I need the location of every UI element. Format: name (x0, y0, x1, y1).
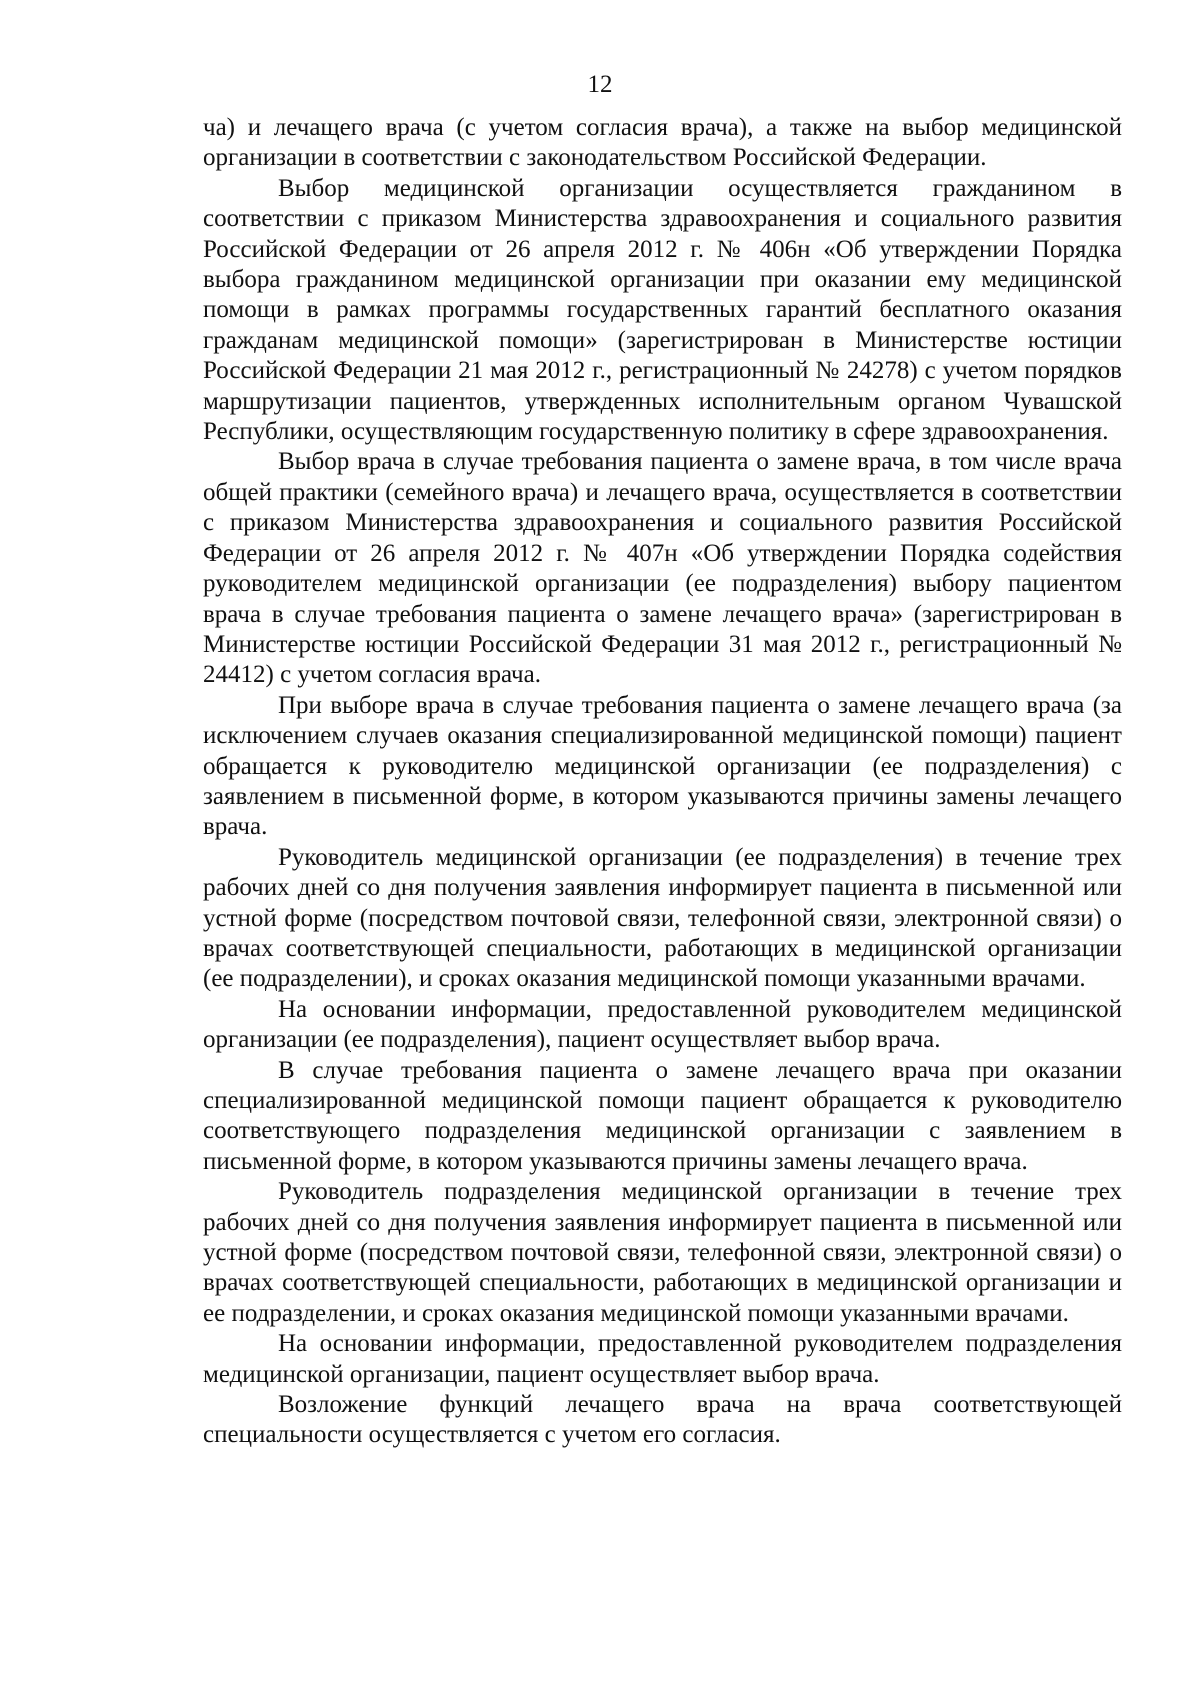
paragraph-specialized-care-request: В случае требования пациента о замене лечащего врача при оказании специализированной медицинской помощи пациент обращается к руководителю соответствующего подразделения медицинской организации с заявлением в письменной форме, в котором указываются причины замены лечащего врача. (203, 1056, 1122, 1175)
paragraph-assignment-of-functions: Возложение функций лечащего врача на врача соответствующей специальности осуществляется с учетом его согласия. (203, 1391, 1122, 1449)
paragraph-doctor-replacement-request: При выборе врача в случае требования пациента о замене лечащего врача (за исключением случаев оказания специализированной медицинской помощи) пациент обращается к руководителю медицинской организации (ее подразделения) с заявлением в письменной форме, в котором указываются причины замены лечащего врача. (203, 691, 1122, 841)
document-body (203, 113, 1122, 1451)
paragraph-choice-of-organization: Выбор медицинской организации осуществляется гражданином в соответствии с приказом Министерства здравоохранения и социального развития Российской Федерации от 26 апреля 2012 г. № 406н «Об утверждении Порядка выбора гражданином медицинской организации при оказании ему медицинской помощи в рамках программы государственных гарантий бесплатного оказания гражданам медицинской помощи» (зарегистрирован в Министерстве юстиции Российской Федерации 21 мая 2012 г., регистрационный № 24278) с учетом порядков маршрутизации пациентов, утвержденных исполнительным органом Чувашской Республики, осуществляющим государственную политику в сфере здравоохранения. (203, 174, 1122, 446)
page-number: 12 (587, 71, 613, 98)
paragraph-choice-of-doctor: Выбор врача в случае требования пациента о замене врача, в том числе врача общей практики (семейного врача) и лечащего врача, осуществляется в соответствии с приказом Министерства здравоохранения и социального развития Российской Федерации от 26 апреля 2012 г. № 407н «Об утверждении Порядка содействия руководителем медицинской организации (ее подразделения) выбору пациентом врача в случае требования пациента о замене лечащего врача» (зарегистрирован в Министерстве юстиции Российской Федерации 31 мая 2012 г., регистрационный № 24412) с учетом согласия врача. (203, 448, 1122, 689)
paragraph-division-head-informs: Руководитель подразделения медицинской организации в течение трех рабочих дней со дня получения заявления информирует пациента в письменной или устной форме (посредством почтовой связи, телефонной связи, электронной связи) о врачах соответствующей специальности, работающих в медицинской организации и ее подразделении, и сроках оказания медицинской помощи указанными врачами. (203, 1178, 1122, 1327)
paragraph-head-informs-patient: Руководитель медицинской организации (ее подразделения) в течение трех рабочих дней со дня получения заявления информирует пациента в письменной или устной форме (посредством почтовой связи, телефонной связи, электронной связи) о врачах соответствующей специальности, работающих в медицинской организации (ее подразделении), и сроках оказания медицинской помощи указанными врачами. (203, 843, 1122, 993)
paragraph-patient-makes-choice: На основании информации, предоставленной руководителем медицинской организации (ее подразделения), пациент осуществляет выбор врача. (203, 995, 1122, 1054)
paragraph-patient-choice-division: На основании информации, предоставленной руководителем подразделения медицинской организации, пациент осуществляет выбор врача. (203, 1330, 1122, 1388)
paragraph-continuation: ча) и лечащего врача (с учетом согласия врача), а также на выбор медицинской организации в соответствии с законодательством Российской Федерации. (203, 114, 1122, 172)
